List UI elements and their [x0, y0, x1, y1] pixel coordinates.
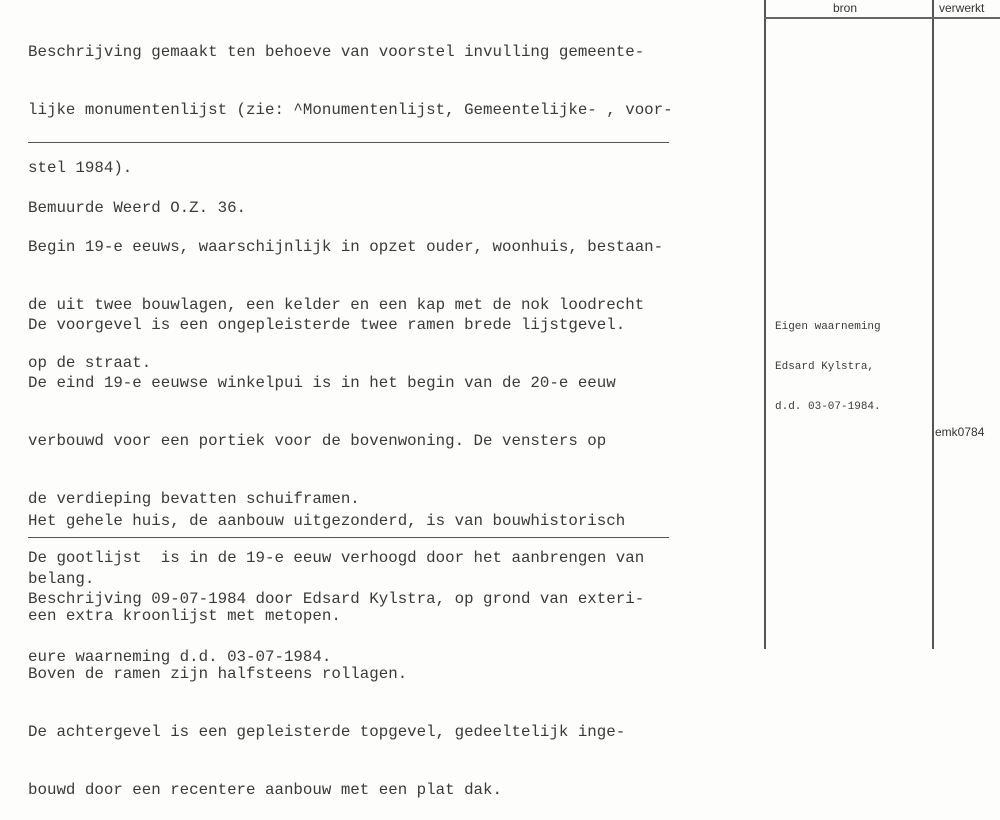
text-line: de uit twee bouwlagen, een kelder en een kap met de nok loodrecht — [28, 296, 645, 315]
text-line: Beschrijving gemaakt ten behoeve van voorstel invulling gemeente- — [28, 42, 645, 61]
text-line: Edsard Kylstra, — [775, 361, 875, 374]
column-header-bron: bron — [833, 1, 858, 15]
text-line: Het gehele huis, de aanbouw uitgezonderd, is van bouwhistorisch — [28, 511, 626, 530]
footer-text — [28, 548, 645, 687]
text-line: Eigen waarneming — [775, 320, 881, 333]
text-line: bouwd door een recentere aanbouw met een plat dak. — [28, 781, 502, 800]
bron-note — [775, 294, 881, 428]
divider — [28, 142, 669, 143]
text-line: Boven de ramen zijn halfsteens rollagen. — [28, 665, 408, 684]
column-border — [764, 0, 766, 649]
text-line: eure waarneming d.d. 03-07-1984. — [28, 648, 332, 667]
text-line: op de straat. — [28, 354, 152, 373]
text-line: De achtergevel is een gepleisterde topgevel, gedeeltelijk inge- — [28, 723, 626, 742]
text-line: De gootlijst is in de 19-e eeuw verhoogd door het aanbrengen van — [28, 548, 645, 567]
text-line: De eind 19-e eeuwse winkelpui is in het begin van de 20-e eeuw — [28, 374, 616, 393]
text-line: lijke monumentenlijst (zie: ^Monumentenlijst, Gemeentelijke- , voor- — [28, 101, 673, 120]
text-line: De voorgevel is een ongepleisterde twee ramen brede lijstgevel. — [28, 315, 626, 334]
divider — [28, 537, 669, 538]
column-header-verwerkt: verwerkt — [939, 1, 985, 15]
text-line: Bemuurde Weerd O.Z. 36. — [28, 198, 247, 217]
text-line: belang. — [28, 570, 95, 589]
text-line: een extra kroonlijst met metopen. — [28, 606, 341, 625]
text-line: Beschrijving 09-07-1984 door Edsard Kylstra, op grond van exteri- — [28, 589, 645, 608]
verwerkt-code: emk0784 — [935, 425, 985, 439]
text-line: stel 1984). — [28, 159, 133, 178]
text-line: d.d. 03-07-1984. — [775, 401, 881, 414]
text-line: verbouwd voor een portiek voor de bovenwoning. De vensters op — [28, 432, 607, 451]
text-line: de verdieping bevatten schuiframen. — [28, 490, 360, 509]
text-line: Begin 19-e eeuws, waarschijnlijk in opzet ouder, woonhuis, bestaan- — [28, 237, 664, 256]
column-border — [932, 0, 934, 649]
header-rule — [765, 17, 1000, 19]
